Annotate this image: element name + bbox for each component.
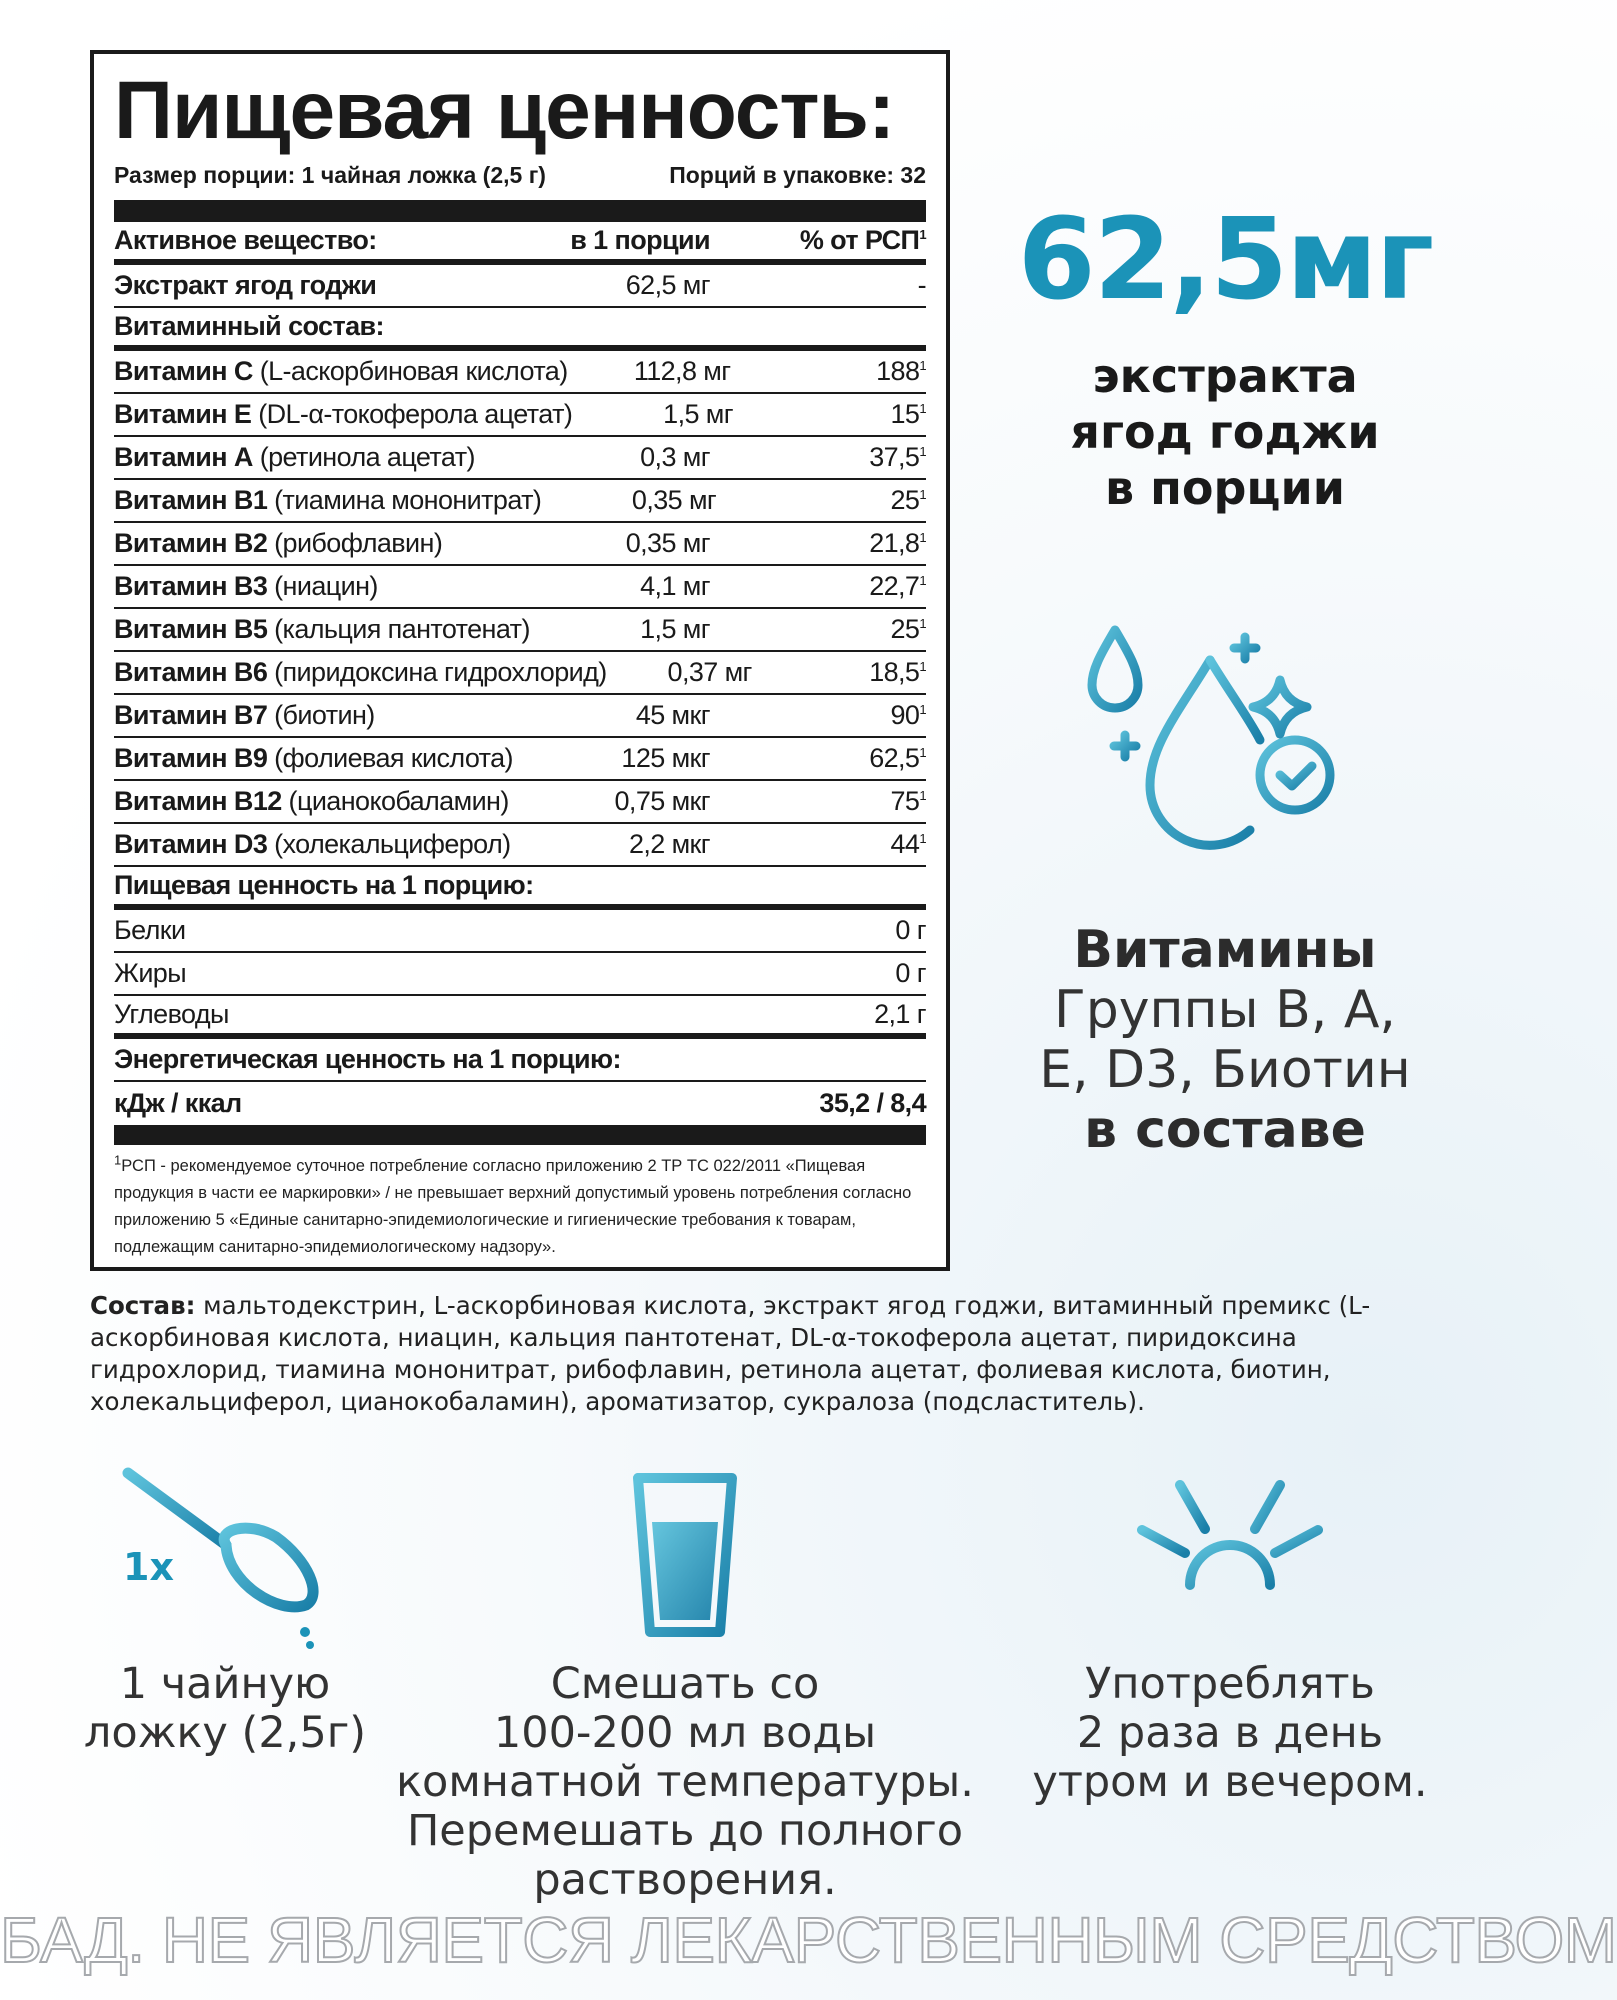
- vitamin-pct: $75^1$: [890, 786, 926, 816]
- scoop-icon: [118, 1465, 328, 1650]
- vitamin-row: [114, 394, 926, 437]
- composition-label: Состав:: [90, 1291, 196, 1320]
- extract-amount: 62,5 мг: [625, 270, 710, 300]
- vitamin-name: Витамин В7 (биотин): [114, 700, 375, 730]
- vitamin-name: Витамин В2 (рибофлавин): [114, 528, 443, 558]
- step-frequency-text: [1005, 1660, 1455, 1807]
- caption-line: экстракта: [1092, 349, 1358, 403]
- step-line: Перемешать до полного: [406, 1806, 964, 1856]
- nutrition-name: Жиры: [114, 958, 187, 988]
- vitamin-amount: 0,35 мг: [625, 528, 710, 558]
- vitamins-heading: Витаминный состав:: [114, 311, 384, 341]
- nutrition-value: 2,1 г: [874, 999, 926, 1029]
- vitamin-pct: 62,5$^1$: [869, 743, 926, 773]
- vitamin-row: [114, 523, 926, 566]
- servings-per-pack: Порций в упаковке: 32: [669, 162, 926, 188]
- vitamin-pct: $15^1$: [890, 399, 926, 429]
- extract-amount-highlight: 62,5мг: [1017, 195, 1433, 325]
- vitamin-pct: 18,5$^1$: [869, 657, 926, 687]
- vitamin-row: [114, 566, 926, 609]
- vitamin-rows: [114, 351, 926, 867]
- vitamin-pct: 21,8$^1$: [869, 528, 926, 558]
- footnote: $^1$РСП - рекомендуемое суточное потребление согласно приложению 2 ТР ТС 022/2011 «Пищевая продукция в части ее маркировки» / не превышает верхний допустимый уровень потребления согласно приложению 5 «Единые санитарно-эпидемиологические и гигиенические требования к товарам, подлежащим санитарно-эпидемиологическому надзору».: [114, 1152, 912, 1256]
- step-line: 2 раза в день: [1076, 1708, 1384, 1758]
- caption-line: ягод годжи: [1070, 405, 1380, 459]
- energy-name: кДж / ккал: [114, 1088, 242, 1118]
- vitamin-amount: 45 мкг: [635, 700, 710, 730]
- header-amount: в 1 порции: [570, 225, 710, 255]
- header-pct: % от РСП$^1$: [799, 225, 926, 255]
- energy-row: [114, 1082, 926, 1125]
- vitamin-amount: 4,1 мг: [640, 571, 710, 601]
- vitamins-heading-row: [114, 308, 926, 351]
- step-line: комнатной температуры.: [396, 1757, 974, 1807]
- caption-line: в порции: [1105, 461, 1345, 515]
- vitamin-amount: 125 мкг: [621, 743, 710, 773]
- vitamin-amount: 2,2 мкг: [628, 829, 710, 859]
- vitamin-name: Витамин С (L-аскорбиновая кислота): [114, 356, 568, 386]
- divider-bar: [114, 1125, 926, 1145]
- step-dose-text: [40, 1660, 410, 1758]
- nutrition-heading: Пищевая ценность на 1 порцию:: [114, 870, 534, 900]
- promo-line: Группы В, А,: [1054, 980, 1396, 1040]
- vitamin-row: [114, 437, 926, 480]
- vitamins-promo: [1000, 920, 1450, 1160]
- step-line: утром и вечером.: [1032, 1757, 1428, 1807]
- vitamin-amount: 0,75 мкг: [614, 786, 710, 816]
- vitamin-name: Витамин В1 (тиамина мононитрат): [114, 485, 542, 515]
- vitamin-pct: 22,7$^1$: [869, 571, 926, 601]
- vitamin-pct: $188^1$: [876, 356, 926, 386]
- nutrition-facts-panel: [90, 50, 950, 1271]
- vitamin-name: Витамин В9 (фолиевая кислота): [114, 743, 513, 773]
- vitamin-row: [114, 824, 926, 867]
- header-name: Активное вещество:: [114, 225, 377, 255]
- nutrition-row-carbs: [114, 996, 926, 1039]
- vitamin-amount: 0,35 мг: [631, 485, 717, 515]
- vitamin-row: [114, 351, 926, 394]
- extract-caption: [1000, 348, 1450, 516]
- extract-row: [114, 265, 926, 308]
- vitamin-row: [114, 609, 926, 652]
- vitamin-amount: 112,8 мг: [633, 356, 731, 386]
- vitamin-pct: $25^1$: [890, 614, 926, 644]
- vitamin-pct: 37,5$^1$: [869, 442, 926, 472]
- vitamin-name: Витамин D3 (холекальциферол): [114, 829, 511, 859]
- serving-info: [114, 158, 926, 192]
- glass-icon: [630, 1470, 740, 1640]
- nutrition-value: 0 г: [895, 915, 926, 945]
- step-line: 1 чайную: [119, 1659, 331, 1709]
- vitamin-pct: $44^1$: [890, 829, 926, 859]
- step-mix-text: [385, 1660, 985, 1905]
- energy-heading-row: [114, 1039, 926, 1082]
- vitamin-amount: 0,3 мг: [640, 442, 710, 472]
- step-badge: 1x: [123, 1545, 174, 1589]
- vitamin-amount: 1,5 мг: [663, 399, 734, 429]
- step-line: Употреблять: [1085, 1659, 1375, 1709]
- extract-pct: -: [917, 270, 926, 300]
- vitamin-row: [114, 695, 926, 738]
- nutrition-value: 0 г: [895, 958, 926, 988]
- nutrition-row-protein: [114, 910, 926, 953]
- water-drop-vitamin-icon: [1090, 615, 1350, 865]
- vitamin-pct: $90^1$: [890, 700, 926, 730]
- nutrition-row-fat: [114, 953, 926, 996]
- promo-line: Е, D3, Биотин: [1039, 1040, 1411, 1100]
- vitamin-amount: 1,5 мг: [640, 614, 710, 644]
- vitamin-row: [114, 652, 926, 695]
- disclaimer: БАД. НЕ ЯВЛЯЕТСЯ ЛЕКАРСТВЕННЫМ СРЕДСТВОМ: [0, 1904, 1617, 1976]
- vitamin-name: Витамин В12 (цианокобаламин): [114, 786, 509, 816]
- vitamin-pct: $25^1$: [890, 485, 926, 515]
- vitamin-row: [114, 781, 926, 824]
- serving-size: Размер порции: 1 чайная ложка (2,5 г): [114, 162, 546, 188]
- panel-title: Пищевая ценность:: [114, 65, 895, 156]
- composition: [90, 1290, 1420, 1418]
- nutrition-name: Углеводы: [114, 999, 229, 1029]
- nutrition-heading-row: [114, 867, 926, 910]
- energy-heading: Энергетическая ценность на 1 порцию:: [114, 1044, 621, 1074]
- step-line: Смешать со: [550, 1659, 820, 1709]
- promo-line: в составе: [1084, 1100, 1366, 1160]
- composition-text: мальтодекстрин, L-аскорбиновая кислота, экстракт ягод годжи, витаминный премикс (L-аскорбиновая кислота, ниацин, кальция пантотенат, DL-α-токоферола ацетат, пиридоксина гидрохлорид, тиамина мононитрат, рибофлавин, ретинола ацетат, фолиевая кислота, биотин, холекальциферол, цианокобаламин), ароматизатор, сукралоза (подсластитель).: [90, 1291, 1371, 1416]
- vitamin-name: Витамин А (ретинола ацетат): [114, 442, 475, 472]
- vitamin-amount: 0,37 мг: [667, 657, 752, 687]
- step-line: ложку (2,5г): [83, 1708, 367, 1758]
- divider-bar: [114, 200, 926, 222]
- step-line: 100-200 мл воды: [493, 1708, 877, 1758]
- vitamin-name: Витамин Е (DL-α-токоферола ацетат): [114, 399, 573, 429]
- vitamin-row: [114, 738, 926, 781]
- table-header-row: [114, 222, 926, 265]
- step-line: растворения.: [533, 1855, 837, 1905]
- vitamin-name: Витамин В6 (пиридоксина гидрохлорид): [114, 657, 607, 687]
- promo-line: Витамины: [1073, 920, 1377, 980]
- vitamin-name: Витамин В3 (ниацин): [114, 571, 378, 601]
- vitamin-row: [114, 480, 926, 523]
- sunrise-icon: [1130, 1465, 1330, 1625]
- extract-name: Экстракт ягод годжи: [114, 270, 377, 300]
- vitamin-name: Витамин В5 (кальция пантотенат): [114, 614, 530, 644]
- energy-value: 35,2 / 8,4: [819, 1088, 926, 1118]
- nutrition-name: Белки: [114, 915, 186, 945]
